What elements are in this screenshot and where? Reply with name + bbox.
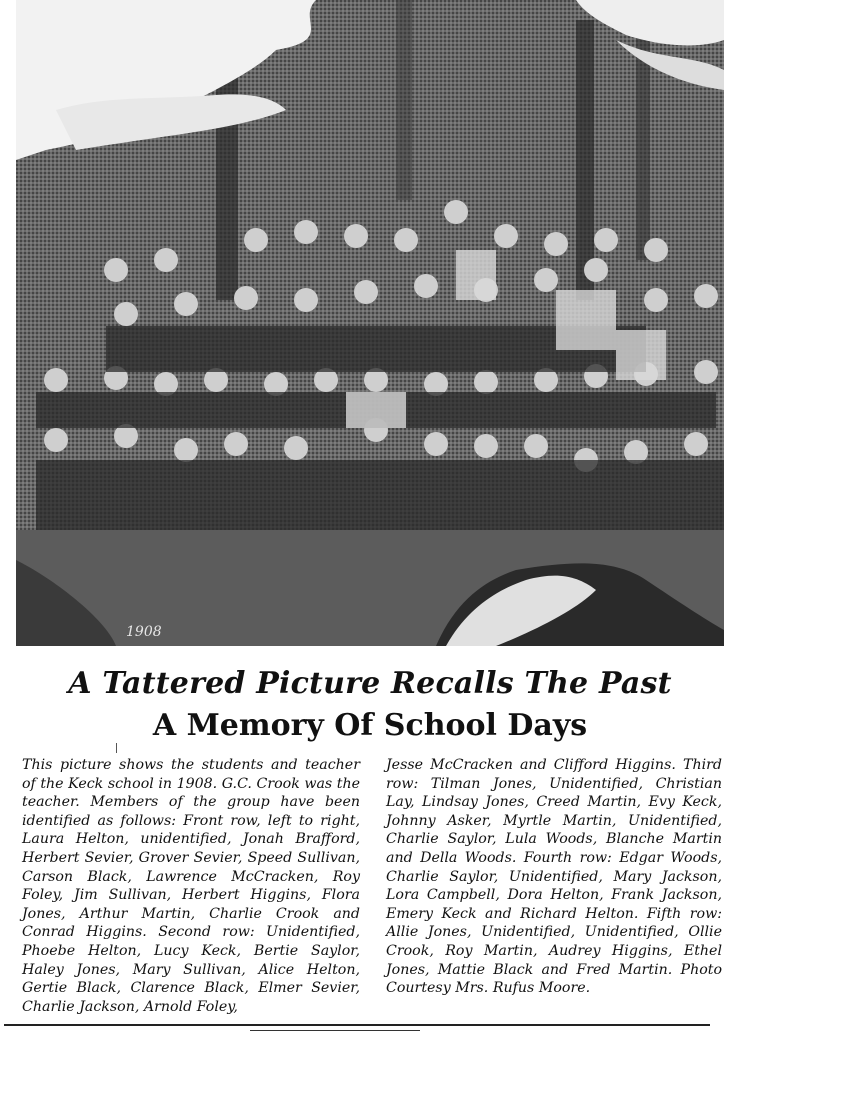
- bottom-rule-short: [250, 1030, 420, 1031]
- bottom-rule: [4, 1024, 710, 1026]
- caption: [22, 756, 722, 1016]
- stray-mark: [116, 743, 117, 753]
- caption-column-left: This picture shows the students and teacher of the Keck school in 1908. G.C. Crook was the teacher. Members of the group have been identified as follows: Front row, left to right, Laura Helton, unidentified, Jonah Brafford, Herbert Sevier, Grover Sevier, Speed Sullivan, Carson Black, Lawrence McCracken, Roy Foley, Jim Sullivan, Herbert Higgins, Flora Jones, Arthur Martin, Charlie Crook and Conrad Higgins. Second row: Unidentified, Phoebe Helton, Lucy Keck, Bertie Saylor, Haley Jones, Mary Sullivan, Alice Helton, Gertie Black, Clarence Black, Elmer Sevier, Charlie Jackson, Arnold Foley,: [22, 757, 360, 1015]
- caption-column-right: Jesse McCracken and Clifford Higgins. Third row: Tilman Jones, Unidentified, Christian Lay, Lindsay Jones, Creed Martin, Evy Keck, Johnny Asker, Myrtle Martin, Unidentified, Charlie Saylor, Lula Woods, Blanche Martin and Della Woods. Fourth row: Edgar Woods, Charlie Saylor, Unidentified, Mary Jackson, Lora Campbell, Dora Helton, Frank Jackson, Emery Keck and Richard Helton. Fifth row: Allie Jones, Unidentified, Unidentified, Ollie Crook, Roy Martin, Audrey Higgins, Ethel Jones, Mattie Black and Fred Martin. Photo Courtesy Mrs. Rufus Moore.: [386, 757, 722, 997]
- headline: A Tattered Picture Recalls The Past: [68, 666, 672, 701]
- school-group-photo: [16, 0, 724, 646]
- handwritten-year: 1908: [126, 624, 162, 640]
- tree-trunk: [396, 0, 412, 200]
- tree-trunk: [576, 20, 594, 300]
- photo-illustration: [16, 0, 724, 646]
- subheadline: A Memory Of School Days: [152, 708, 588, 743]
